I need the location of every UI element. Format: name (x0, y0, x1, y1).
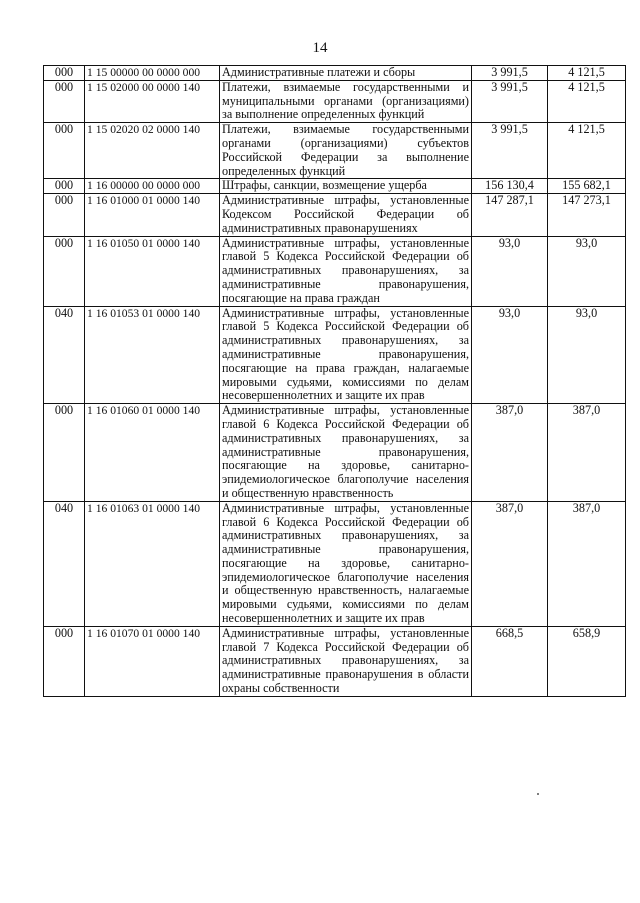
income-name-cell: Платежи, взимаемые государственными органами (организациями) субъектов Российской Федерации за выполнение определенных функций (220, 123, 472, 179)
classification-code-cell: 1 15 00000 00 0000 000 (85, 66, 220, 81)
amount-year2-cell: 387,0 (548, 404, 626, 502)
amount-year2-cell: 155 682,1 (548, 179, 626, 194)
amount-year1-cell: 3 991,5 (472, 66, 548, 81)
amount-year1-cell: 93,0 (472, 306, 548, 404)
income-name-cell: Штрафы, санкции, возмещение ущерба (220, 179, 472, 194)
admin-code-cell: 000 (44, 179, 85, 194)
income-name-cell: Административные штрафы, установленные главой 5 Кодекса Российской Федерации об административных правонарушениях, за административные правонарушения, посягающие на права граждан, налагаемые мировыми судьями, комиссиями по делам несовершеннолетних и защите их прав (220, 306, 472, 404)
classification-code-cell: 1 16 01050 01 0000 140 (85, 236, 220, 306)
table-row (44, 626, 626, 696)
table-row (44, 236, 626, 306)
table-row (44, 66, 626, 81)
amount-year2-cell: 4 121,5 (548, 123, 626, 179)
table-row (44, 123, 626, 179)
classification-code-cell: 1 16 01070 01 0000 140 (85, 626, 220, 696)
classification-code-cell: 1 15 02020 02 0000 140 (85, 123, 220, 179)
amount-year1-cell: 668,5 (472, 626, 548, 696)
table-row (44, 194, 626, 236)
amount-year2-cell: 93,0 (548, 306, 626, 404)
table-row (44, 404, 626, 502)
admin-code-cell: 000 (44, 236, 85, 306)
income-name-cell: Административные штрафы, установленные главой 6 Кодекса Российской Федерации об административных правонарушениях, за административные правонарушения, посягающие на здоровье, санитарно-эпидемиологическое благополучие населения и общественную нравственность, налагаемые мировыми судьями, комиссиями по делам несовершеннолетних и защите их прав (220, 501, 472, 626)
table-row (44, 179, 626, 194)
amount-year1-cell: 156 130,4 (472, 179, 548, 194)
amount-year1-cell: 147 287,1 (472, 194, 548, 236)
amount-year1-cell: 3 991,5 (472, 123, 548, 179)
budget-revenue-table (43, 65, 626, 697)
amount-year1-cell: 387,0 (472, 404, 548, 502)
table-row (44, 306, 626, 404)
admin-code-cell: 000 (44, 194, 85, 236)
classification-code-cell: 1 16 01000 01 0000 140 (85, 194, 220, 236)
amount-year2-cell: 387,0 (548, 501, 626, 626)
classification-code-cell: 1 16 01063 01 0000 140 (85, 501, 220, 626)
table-row (44, 501, 626, 626)
income-name-cell: Административные штрафы, установленные главой 7 Кодекса Российской Федерации об административных правонарушениях, за административные правонарушения в области охраны собственности (220, 626, 472, 696)
income-name-cell: Административные штрафы, установленные главой 5 Кодекса Российской Федерации об административных правонарушениях, за административные правонарушения, посягающие на права граждан (220, 236, 472, 306)
classification-code-cell: 1 16 00000 00 0000 000 (85, 179, 220, 194)
scan-speck (537, 793, 539, 795)
amount-year2-cell: 4 121,5 (548, 80, 626, 122)
admin-code-cell: 040 (44, 501, 85, 626)
table-row (44, 80, 626, 122)
page-number: 14 (312, 40, 328, 56)
amount-year1-cell: 387,0 (472, 501, 548, 626)
amount-year2-cell: 4 121,5 (548, 66, 626, 81)
income-name-cell: Административные платежи и сборы (220, 66, 472, 81)
admin-code-cell: 000 (44, 123, 85, 179)
classification-code-cell: 1 16 01060 01 0000 140 (85, 404, 220, 502)
amount-year2-cell: 658,9 (548, 626, 626, 696)
classification-code-cell: 1 16 01053 01 0000 140 (85, 306, 220, 404)
admin-code-cell: 000 (44, 404, 85, 502)
admin-code-cell: 000 (44, 66, 85, 81)
income-name-cell: Платежи, взимаемые государственными и муниципальными органами (организациями) за выполнение определенных функций (220, 80, 472, 122)
amount-year2-cell: 147 273,1 (548, 194, 626, 236)
amount-year1-cell: 93,0 (472, 236, 548, 306)
income-name-cell: Административные штрафы, установленные Кодексом Российской Федерации об административных правонарушениях (220, 194, 472, 236)
admin-code-cell: 000 (44, 626, 85, 696)
admin-code-cell: 040 (44, 306, 85, 404)
classification-code-cell: 1 15 02000 00 0000 140 (85, 80, 220, 122)
admin-code-cell: 000 (44, 80, 85, 122)
income-name-cell: Административные штрафы, установленные главой 6 Кодекса Российской Федерации об административных правонарушениях, за административные правонарушения, посягающие на здоровье, санитарно-эпидемиологическое благополучие населения и общественную нравственность (220, 404, 472, 502)
amount-year2-cell: 93,0 (548, 236, 626, 306)
amount-year1-cell: 3 991,5 (472, 80, 548, 122)
